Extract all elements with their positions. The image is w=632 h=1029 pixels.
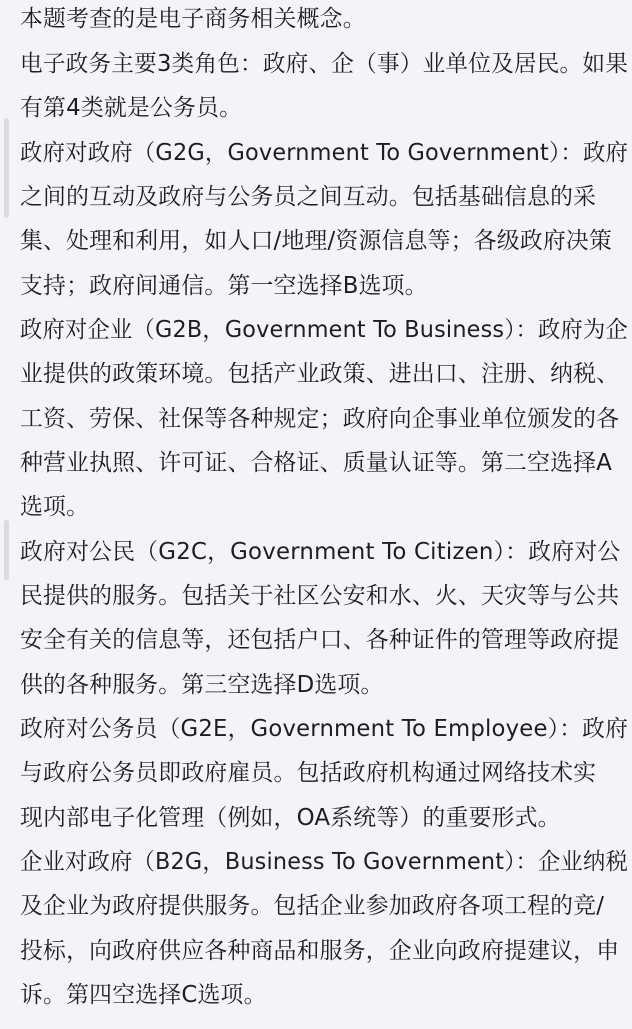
scroll-indicator-top <box>4 118 9 218</box>
explanation-line: 投标，向政府供应各种商品和服务，企业向政府提建议，申 <box>20 938 620 964</box>
explanation-line: 选项。 <box>20 494 90 520</box>
explanation-line: 企业对政府（B2G，Business To Government）：企业纳税 <box>20 849 629 875</box>
explanation-line: 诉。第四空选择C选项。 <box>20 982 267 1008</box>
explanation-line: 供的各种服务。第三空选择D选项。 <box>20 672 384 698</box>
explanation-line: 民提供的服务。包括关于社区公安和水、火、天灾等与公共 <box>20 583 620 609</box>
explanation-line: 政府对企业（G2B，Government To Business）：政府为企 <box>20 317 629 343</box>
explanation-line: 电子政务主要3类角色：政府、企（事）业单位及居民。如果 <box>20 51 629 77</box>
explanation-line: 政府对政府（G2G，Government To Government）：政府 <box>20 140 629 166</box>
explanation-line: 种营业执照、许可证、合格证、质量认证等。第二空选择A <box>20 450 613 476</box>
explanation-line: 与政府公务员即政府雇员。包括政府机构通过网络技术实 <box>20 760 597 786</box>
explanation-line: 本题考查的是电子商务相关概念。 <box>20 6 366 32</box>
scroll-indicator-mid <box>4 520 9 580</box>
explanation-line: 及企业为政府提供服务。包括企业参加政府各项工程的竞/ <box>20 893 605 919</box>
explanation-line: 政府对公民（G2C，Government To Citizen）：政府对公 <box>20 539 621 565</box>
explanation-line: 集、处理和利用，如人口/地理/资源信息等；各级政府决策 <box>20 228 613 254</box>
explanation-line: 政府对公务员（G2E，Government To Employee）：政府 <box>20 716 629 742</box>
explanation-line: 现内部电子化管理（例如，OA系统等）的重要形式。 <box>20 805 561 831</box>
explanation-line: 有第4类就是公务员。 <box>20 95 243 121</box>
explanation-line: 安全有关的信息等，还包括户口、各种证件的管理等政府提 <box>20 627 620 653</box>
explanation-line: 业提供的政策环境。包括产业政策、进出口、注册、纳税、 <box>20 361 620 387</box>
explanation-line: 工资、劳保、社保等各种规定；政府向企事业单位颁发的各 <box>20 406 620 432</box>
explanation-line: 之间的互动及政府与公务员之间互动。包括基础信息的采 <box>20 184 597 210</box>
explanation-line: 支持；政府间通信。第一空选择B选项。 <box>20 273 428 299</box>
